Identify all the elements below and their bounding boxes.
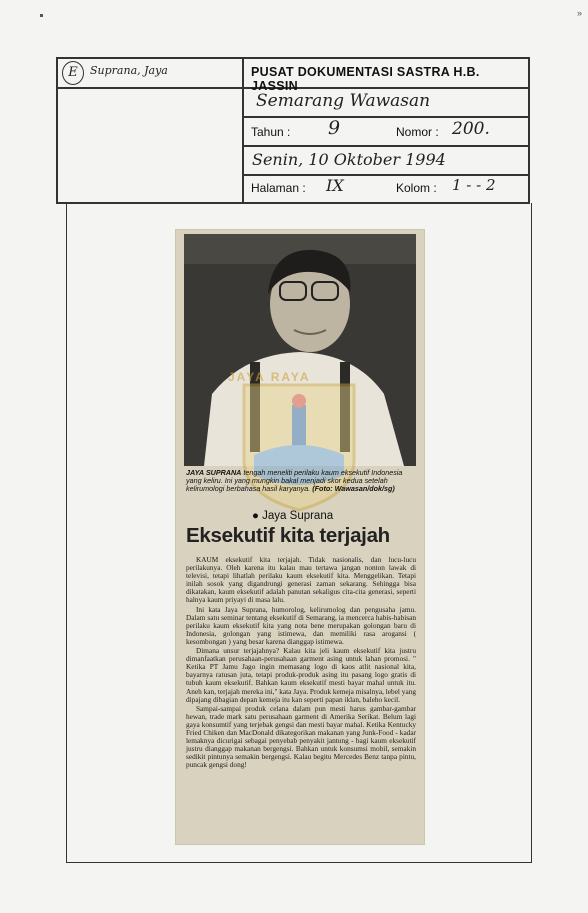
author-handwritten: Suprana, Jaya xyxy=(90,64,168,77)
form-border-left xyxy=(56,57,58,203)
newspaper-clipping xyxy=(176,230,424,844)
category-letter: E xyxy=(62,61,84,85)
nomor-value: 200. xyxy=(452,119,490,139)
article-paragraph: Ini kata Jaya Suprana, humorolog, kelirumolog dan pengusaha jamu. Dalam satu seminar tentang eksekutif di Semarang, ia mencerca habis-habisan perilaku kaum eksekutif kita yang nota bene merupakan golongan baru di Indonesia, golongan yang istimewa, dan memiliki rasa arogansi ( kesombongan ) yang besar karena dianggap istimewa. xyxy=(186,604,416,646)
byline xyxy=(252,510,333,522)
archive-form xyxy=(56,57,530,203)
byline-name: Jaya Suprana xyxy=(262,510,334,522)
scan-dot xyxy=(40,14,43,17)
caption-text: tengah meneliti perilaku kaum eksekutif Indonesia yang keliru. Ini yang mungkin bakal menjadi skor kedua setelah kelirumologi berbahasa hasil karyanya. xyxy=(186,468,403,493)
bullet-icon: ● xyxy=(252,510,259,522)
form-border-divider xyxy=(242,57,244,203)
kolom-label: Kolom : xyxy=(396,181,437,195)
kolom-value: 1 - - 2 xyxy=(452,176,496,194)
article-headline: Eksekutif kita terjajah xyxy=(186,524,390,547)
caption-credit: (Foto: Wawasan/dok/sg) xyxy=(312,484,395,493)
edge-mark: » xyxy=(576,8,582,18)
watermark-text: JAYA RAYA xyxy=(228,370,311,384)
caption-lead: JAYA SUPRANA xyxy=(186,468,242,477)
halaman-value: IX xyxy=(326,176,344,195)
nomor-label: Nomor : xyxy=(396,125,439,139)
tahun-value: 9 xyxy=(328,117,341,139)
article-paragraph: Sampai-sampai produk celana dalam pun mesti harus gambar-gambar hewan, trade mark satu perusahaan garment di Amerika Serikat. Belum lagi gaya konsumtif yang terjebak gengsi dan mesti bayar mahal. Ketika Kentucky Fried Chiken dan MacDonald dikategorikan makanan yang Junk-Food - kadar lemaknya dicurigai sebagai penyebab penyakit jantung - bagi kaum eksekutif justru dianggap makanan bergengsi. Bahkan untuk konsumsi mobil, semakin sedikit pintunya semakin bergengsi. Kalau begitu Mercedes Benz tanpa pintu, puncak gengsi dong! xyxy=(186,703,416,770)
source-handwritten: Semarang Wawasan xyxy=(256,91,431,111)
article-body xyxy=(186,556,416,770)
article-paragraph: KAUM eksekutif kita terjajah. Tidak nasionalis, dan lucu-lucu perilakunya. Oleh karena itu kalau mau tertawa jangan nonton lawak di televisi, tetapi lihatlah perilaku kaum eksekutif kita. Menggelikan. Tetapi inilah sosok yang digandrungi generasi zaman sekarang. Sehingga bisa dikatakan, kaum eksekutif adalah panutan sekaligus cita-cita generasi, seperti halnya kaum priyayi di masa lalu. xyxy=(186,555,416,605)
form-border-row2 xyxy=(242,116,530,118)
form-border-top xyxy=(56,57,530,59)
institution-title: PUSAT DOKUMENTASI SASTRA H.B. JASSIN xyxy=(251,65,480,93)
article-paragraph: Dimana unsur terjajahnya? Kalau kita jeli kaum eksekutif kita justru dimanfaatkan perusahaan-perusahaan garment asing untuk lahan promosi. " Ketika PT Jamu Jago ingin memasang logo di kaos atlit nasional kita, bayarnya ratusan juta, tetapi produk-produk asing itu pasang logo gratis di tubuh kaum eksekutif. Bahkan kaum eksekutif mesti bayar mahal untuk itu. Aneh kan, terjajah mereka ini," kata Jaya. Produk kemeja misalnya, lebel yang dipajang dibagian depan kemeja itu kan seperti papan iklan, baleho kecil. xyxy=(186,646,416,704)
form-border-row3 xyxy=(242,145,530,147)
halaman-label: Halaman : xyxy=(251,181,306,195)
date-handwritten: Senin, 10 Oktober 1994 xyxy=(252,150,446,169)
tahun-label: Tahun : xyxy=(251,125,291,139)
photo-caption xyxy=(186,469,418,493)
